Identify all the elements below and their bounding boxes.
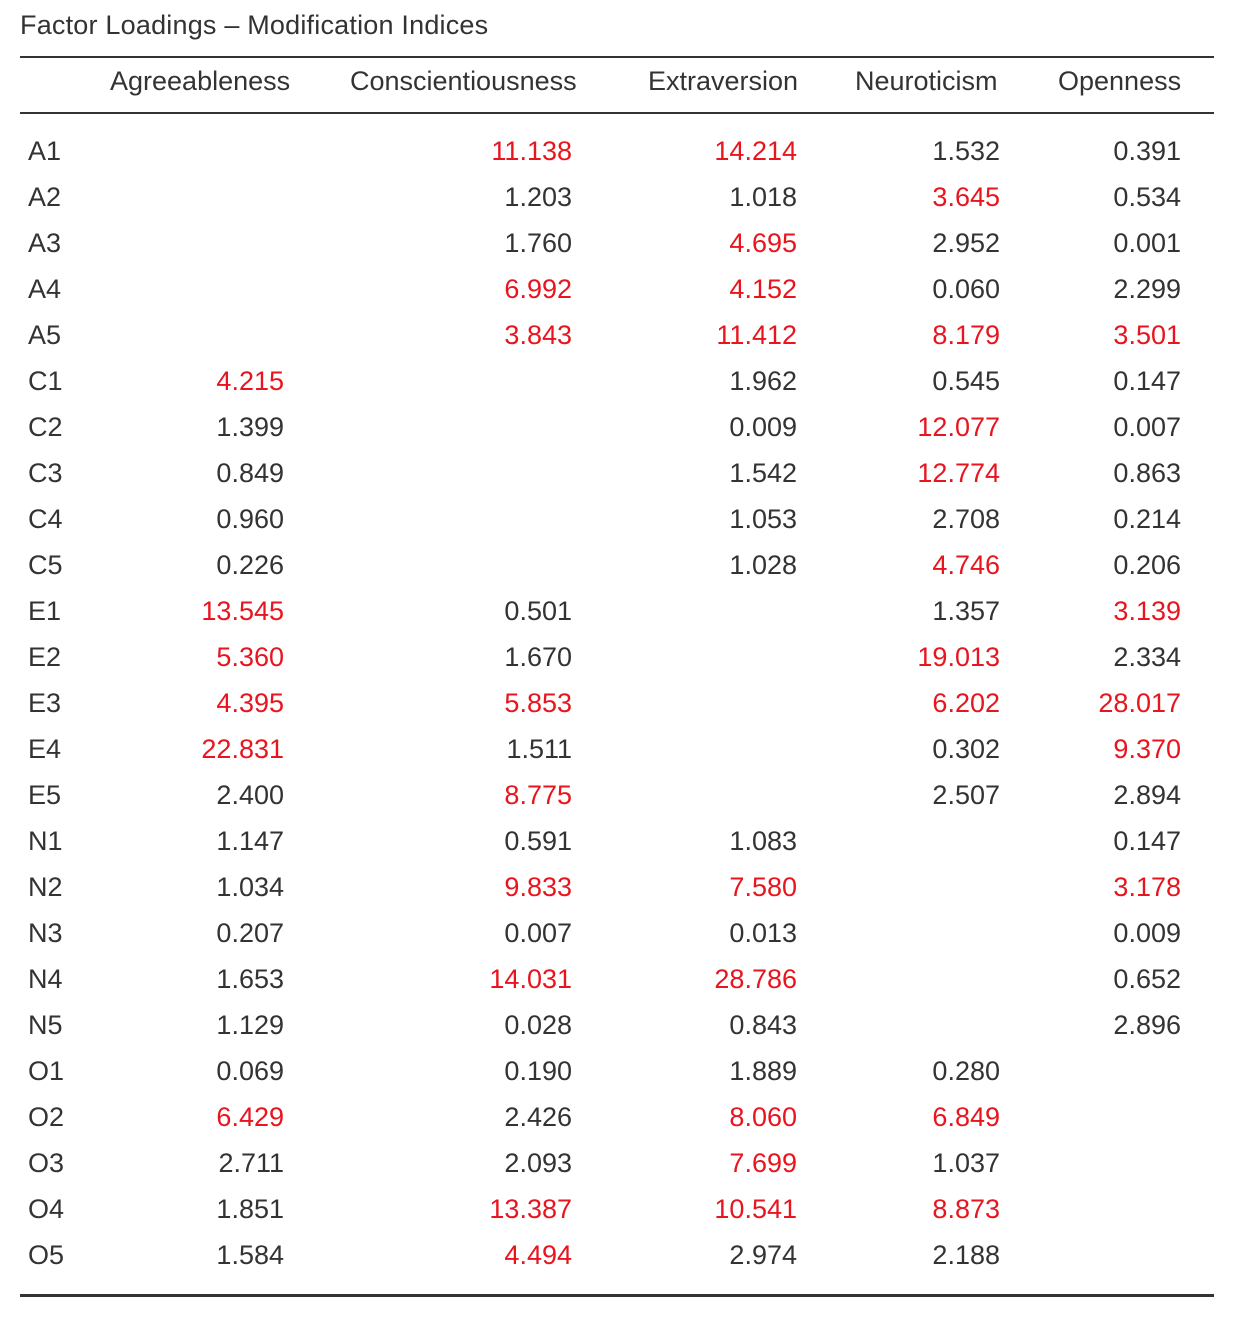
table-cell: 2.426 <box>504 1102 572 1132</box>
table-cell: 2.299 <box>1113 274 1181 304</box>
table-row <box>0 864 1238 910</box>
table-cell: 2.974 <box>729 1240 797 1270</box>
table-cell: 0.009 <box>1113 918 1181 948</box>
row-label: E1 <box>28 596 62 626</box>
table-cell: 3.178 <box>1113 872 1181 902</box>
table-cell: 0.226 <box>216 550 284 580</box>
column-header-neuroticism: Neuroticism <box>855 66 998 96</box>
table-cell: 3.139 <box>1113 596 1181 626</box>
row-label: E3 <box>28 688 62 718</box>
table-row <box>0 588 1238 634</box>
table-row <box>0 404 1238 450</box>
table-cell: 0.147 <box>1113 826 1181 856</box>
table-cell: 0.060 <box>932 274 1000 304</box>
table-cell: 2.093 <box>504 1148 572 1178</box>
row-label: N4 <box>28 964 63 994</box>
table-cell: 1.962 <box>729 366 797 396</box>
table-cell: 1.653 <box>216 964 284 994</box>
table-cell: 2.507 <box>932 780 1000 810</box>
table-cell: 0.280 <box>932 1056 1000 1086</box>
table-cell: 0.028 <box>504 1010 572 1040</box>
table-row <box>0 1232 1238 1278</box>
table-cell: 6.992 <box>504 274 572 304</box>
table-cell: 12.774 <box>917 458 1000 488</box>
table-cell: 0.147 <box>1113 366 1181 396</box>
top-rule <box>20 56 1214 58</box>
table-cell: 1.357 <box>932 596 1000 626</box>
table-cell: 1.889 <box>729 1056 797 1086</box>
column-header-conscientiousness: Conscientiousness <box>350 66 577 96</box>
table-cell: 0.190 <box>504 1056 572 1086</box>
table-row <box>0 1002 1238 1048</box>
table-row <box>0 358 1238 404</box>
row-label: A2 <box>28 182 62 212</box>
table-cell: 0.391 <box>1113 136 1181 166</box>
table-cell: 0.591 <box>504 826 572 856</box>
table-cell: 8.060 <box>729 1102 797 1132</box>
table-cell: 0.009 <box>729 412 797 442</box>
table-cell: 0.863 <box>1113 458 1181 488</box>
column-header-openness: Openness <box>1058 66 1182 96</box>
header-rule <box>20 112 1214 114</box>
table-cell: 28.017 <box>1098 688 1181 718</box>
table-cell: 11.138 <box>491 136 572 166</box>
table-cell: 1.760 <box>504 228 572 258</box>
table-row <box>0 680 1238 726</box>
table-cell: 8.873 <box>932 1194 1000 1224</box>
table-cell: 2.334 <box>1113 642 1181 672</box>
table-row <box>0 818 1238 864</box>
row-label: O4 <box>28 1194 65 1224</box>
row-label: N5 <box>28 1010 63 1040</box>
table-cell: 10.541 <box>714 1194 797 1224</box>
table-cell: 13.545 <box>201 596 284 626</box>
table-row <box>0 128 1238 174</box>
table-cell: 0.849 <box>216 458 284 488</box>
row-label: A5 <box>28 320 62 350</box>
table-cell: 22.831 <box>201 734 284 764</box>
table-cell: 0.501 <box>504 596 572 626</box>
table-cell: 8.775 <box>504 780 572 810</box>
table-cell: 1.028 <box>729 550 797 580</box>
table-cell: 1.542 <box>729 458 797 488</box>
table-cell: 1.532 <box>932 136 1000 166</box>
bottom-rule <box>20 1294 1214 1297</box>
row-label: A3 <box>28 228 62 258</box>
row-label: C1 <box>28 366 63 396</box>
table-cell: 8.179 <box>932 320 1000 350</box>
table-cell: 1.129 <box>216 1010 284 1040</box>
row-label: C3 <box>28 458 63 488</box>
table-cell: 1.670 <box>504 642 572 672</box>
table-row <box>0 312 1238 358</box>
table-row <box>0 910 1238 956</box>
table-cell: 2.952 <box>932 228 1000 258</box>
table-cell: 5.853 <box>504 688 572 718</box>
table-row <box>0 266 1238 312</box>
table-cell: 9.370 <box>1113 734 1181 764</box>
table-row <box>0 726 1238 772</box>
table-cell: 6.849 <box>932 1102 1000 1132</box>
row-label: N3 <box>28 918 63 948</box>
table-cell: 0.007 <box>1113 412 1181 442</box>
table-cell: 7.699 <box>729 1148 797 1178</box>
row-label: E2 <box>28 642 62 672</box>
header-row <box>0 60 1238 110</box>
table-cell: 0.214 <box>1113 504 1181 534</box>
table-cell: 3.843 <box>504 320 572 350</box>
table-row <box>0 634 1238 680</box>
table-cell: 9.833 <box>504 872 572 902</box>
table-cell: 0.001 <box>1113 228 1181 258</box>
table-row <box>0 1186 1238 1232</box>
column-header-agreeableness: Agreeableness <box>110 66 291 96</box>
row-label: O2 <box>28 1102 65 1132</box>
table-cell: 0.545 <box>932 366 1000 396</box>
table-cell: 2.188 <box>932 1240 1000 1270</box>
table-cell: 1.851 <box>216 1194 284 1224</box>
table-cell: 4.152 <box>729 274 797 304</box>
table-cell: 13.387 <box>489 1194 572 1224</box>
table-row <box>0 496 1238 542</box>
table-cell: 2.896 <box>1113 1010 1181 1040</box>
table-cell: 1.053 <box>729 504 797 534</box>
table-cell: 19.013 <box>917 642 1000 672</box>
table-cell: 0.013 <box>729 918 797 948</box>
table-cell: 1.083 <box>729 826 797 856</box>
table-cell: 14.214 <box>714 136 797 166</box>
row-label: O3 <box>28 1148 65 1178</box>
table-cell: 2.400 <box>216 780 284 810</box>
table-cell: 0.960 <box>216 504 284 534</box>
row-label: C5 <box>28 550 63 580</box>
row-label: E4 <box>28 734 62 764</box>
row-label: O5 <box>28 1240 65 1270</box>
table-cell: 1.203 <box>504 182 572 212</box>
table-row <box>0 1048 1238 1094</box>
table-cell: 1.018 <box>729 182 797 212</box>
table-cell: 14.031 <box>489 964 572 994</box>
table-cell: 6.202 <box>932 688 1000 718</box>
row-label: E5 <box>28 780 62 810</box>
table-cell: 0.652 <box>1113 964 1181 994</box>
table-cell: 12.077 <box>917 412 1000 442</box>
row-label: N1 <box>28 826 63 856</box>
table-row <box>0 1140 1238 1186</box>
table-cell: 7.580 <box>729 872 797 902</box>
table-cell: 0.207 <box>216 918 284 948</box>
table-cell: 11.412 <box>716 320 797 350</box>
table-cell: 4.695 <box>729 228 797 258</box>
table-row <box>0 220 1238 266</box>
table-cell: 2.894 <box>1113 780 1181 810</box>
row-label: C4 <box>28 504 63 534</box>
table-cell: 1.034 <box>216 872 284 902</box>
table-cell: 6.429 <box>216 1102 284 1132</box>
table-cell: 0.007 <box>504 918 572 948</box>
table-cell: 1.511 <box>506 734 572 764</box>
table-cell: 5.360 <box>216 642 284 672</box>
table-row <box>0 956 1238 1002</box>
table-cell: 0.302 <box>932 734 1000 764</box>
table-cell: 2.708 <box>932 504 1000 534</box>
table-cell: 4.215 <box>216 366 284 396</box>
table-row <box>0 772 1238 818</box>
row-label: C2 <box>28 412 63 442</box>
table-cell: 4.494 <box>504 1240 572 1270</box>
table-cell: 4.395 <box>216 688 284 718</box>
table-cell: 1.399 <box>216 412 284 442</box>
table-cell: 0.843 <box>729 1010 797 1040</box>
table-cell: 1.584 <box>216 1240 284 1270</box>
row-label: O1 <box>28 1056 65 1086</box>
row-label: A1 <box>28 136 62 166</box>
table-title: Factor Loadings – Modification Indices <box>20 10 489 40</box>
table-cell: 4.746 <box>932 550 1000 580</box>
row-label: N2 <box>28 872 63 902</box>
table-cell: 3.645 <box>932 182 1000 212</box>
table-cell: 1.147 <box>216 826 284 856</box>
table-row <box>0 542 1238 588</box>
table-cell: 28.786 <box>714 964 797 994</box>
column-header-extraversion: Extraversion <box>648 66 799 96</box>
table-cell: 1.037 <box>932 1148 1000 1178</box>
table-cell: 2.711 <box>218 1148 284 1178</box>
table-cell: 0.206 <box>1113 550 1181 580</box>
row-label: A4 <box>28 274 62 304</box>
table-cell: 0.069 <box>216 1056 284 1086</box>
table-row <box>0 1094 1238 1140</box>
table-row <box>0 174 1238 220</box>
table-row <box>0 450 1238 496</box>
table-cell: 0.534 <box>1113 182 1181 212</box>
table-cell: 3.501 <box>1113 320 1181 350</box>
